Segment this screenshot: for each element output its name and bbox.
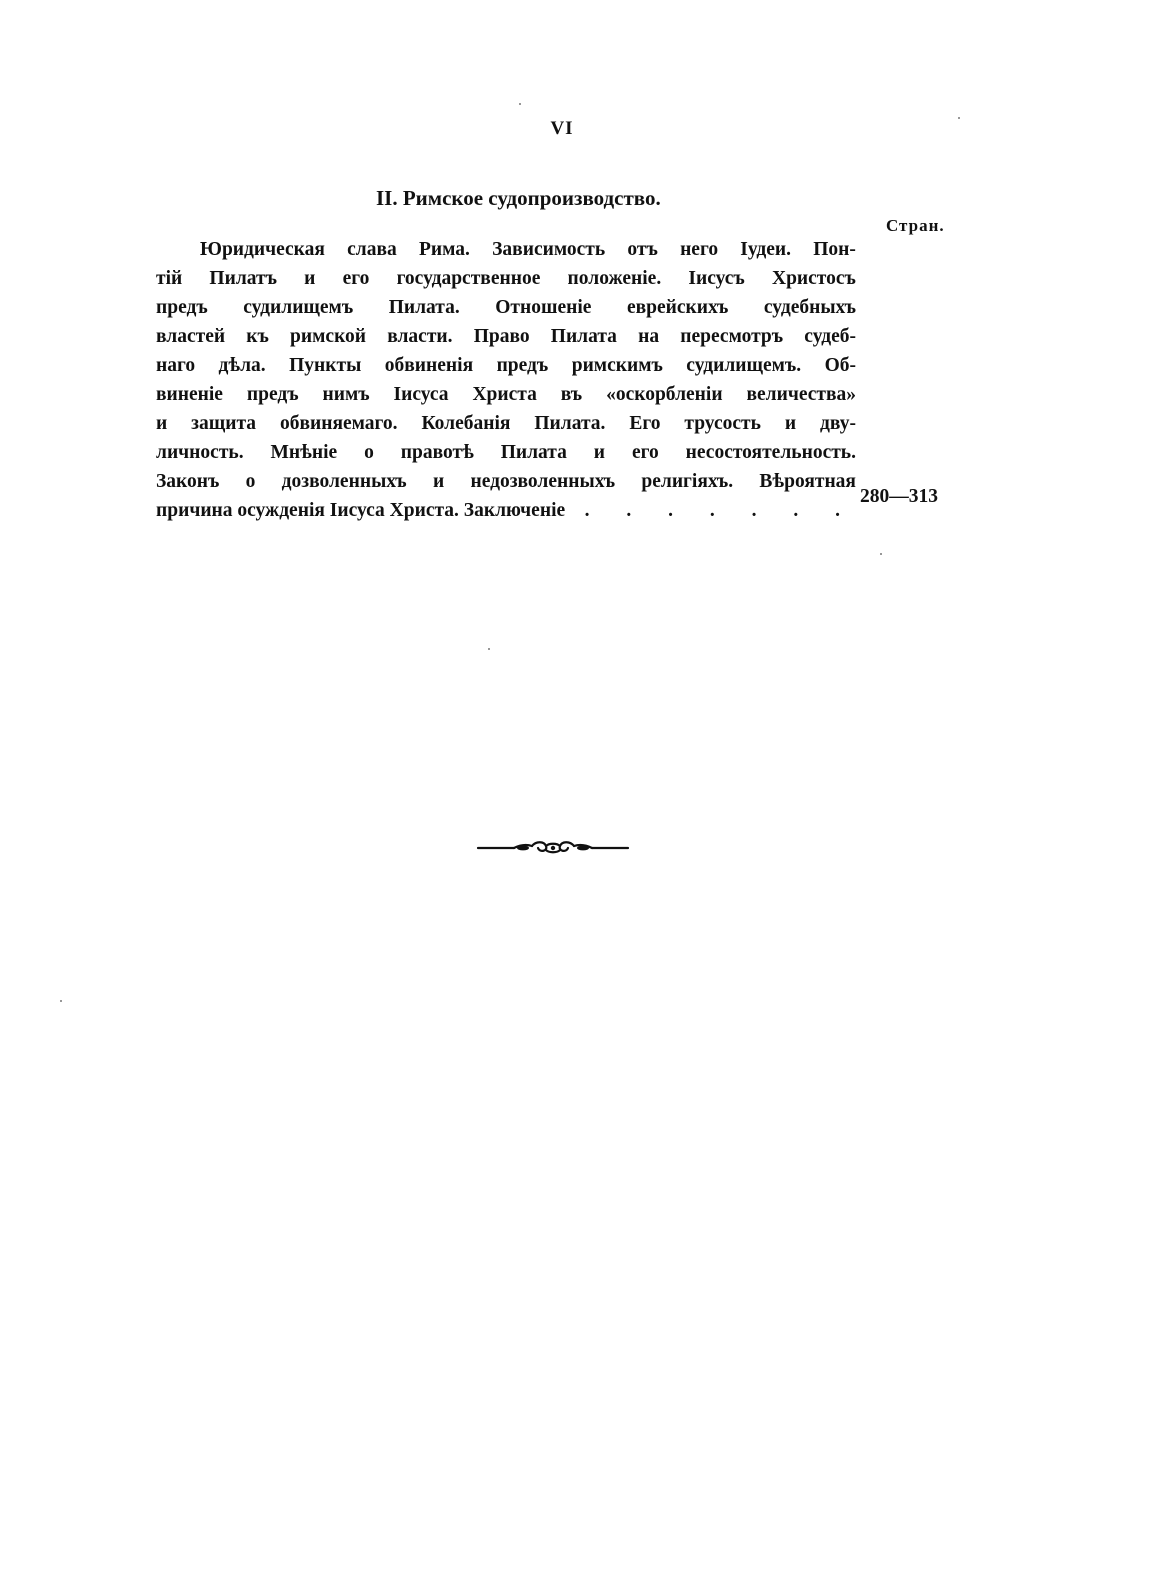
word: о: [245, 471, 256, 492]
toc-line: [156, 467, 856, 496]
toc-line: [156, 235, 856, 264]
word: Пон-: [813, 239, 856, 260]
word: къ: [246, 326, 269, 347]
word: судилищемъ.: [686, 355, 802, 376]
toc-line: [156, 409, 856, 438]
word: предъ: [246, 384, 299, 405]
toc-line: [156, 351, 856, 380]
word: положеніе.: [567, 268, 662, 289]
word: его: [342, 268, 370, 289]
word: Законъ: [156, 471, 220, 492]
word: Отношеніе: [495, 297, 592, 318]
word: Юридическая: [200, 239, 325, 260]
scan-speck: [880, 553, 882, 555]
word: тій: [156, 268, 183, 289]
word: государственное: [396, 268, 541, 289]
word: Іисуса: [393, 384, 449, 405]
ornament-divider: [476, 836, 630, 860]
word: Іисусъ: [688, 268, 745, 289]
word: предъ: [156, 297, 208, 318]
word: нимъ: [322, 384, 370, 405]
word: Об-: [824, 355, 856, 376]
toc-last-text: причина осужденія Іисуса Христа. Заключеніе: [156, 500, 566, 521]
word: Пилата: [550, 326, 617, 347]
toc-line: [156, 264, 856, 293]
word: еврейскихъ: [626, 297, 729, 318]
word: въ: [560, 384, 583, 405]
word: него: [680, 239, 719, 260]
word: Колебанія: [421, 413, 511, 434]
page-range: 280—313: [860, 486, 938, 507]
word: дѣла.: [218, 355, 266, 376]
word: трусость: [684, 413, 761, 434]
dot-leader: . . . . . . .: [584, 500, 856, 521]
word: Іудеи.: [740, 239, 792, 260]
word: судилищемъ: [243, 297, 354, 318]
word: пересмотръ: [680, 326, 784, 347]
word: и: [432, 471, 445, 492]
toc-last-line: [156, 496, 856, 525]
toc-line: [156, 322, 856, 351]
word: «оскорбленіи: [606, 384, 723, 405]
word: властей: [156, 326, 226, 347]
word: величества»: [746, 384, 856, 405]
word: Рима.: [419, 239, 470, 260]
toc-line: [156, 438, 856, 467]
word: Пилата: [500, 442, 567, 463]
scan-speck: [519, 103, 521, 105]
word: и: [593, 442, 606, 463]
word: дву-: [820, 413, 856, 434]
word: и: [304, 268, 316, 289]
word: Мнѣніе: [270, 442, 338, 463]
word: отъ: [627, 239, 658, 260]
word: судебныхъ: [763, 297, 856, 318]
page-number: VI: [550, 118, 574, 139]
word: предъ: [496, 355, 549, 376]
word: недозволенныхъ: [470, 471, 616, 492]
word: Пилатъ: [209, 268, 277, 289]
word: религіяхъ.: [641, 471, 734, 492]
word: слава: [347, 239, 397, 260]
word: на: [638, 326, 660, 347]
word: Пилата.: [534, 413, 606, 434]
word: личность.: [156, 442, 244, 463]
word: и: [156, 413, 168, 434]
word: наго: [156, 355, 196, 376]
word: защита: [191, 413, 257, 434]
toc-line: [156, 380, 856, 409]
word: Пункты: [289, 355, 362, 376]
section-title: II. Римское судопроизводство.: [376, 186, 661, 210]
word: Христа: [472, 384, 537, 405]
word: Пилата.: [388, 297, 460, 318]
word: Право: [473, 326, 530, 347]
word: о: [364, 442, 374, 463]
word: римскимъ: [571, 355, 663, 376]
word: Христосъ: [771, 268, 856, 289]
word: Зависимость: [492, 239, 606, 260]
word: римской: [290, 326, 367, 347]
word: и: [784, 413, 797, 434]
word: дозволенныхъ: [281, 471, 407, 492]
word: судеб-: [804, 326, 856, 347]
word: виненіе: [156, 384, 223, 405]
word: обвиненія: [384, 355, 474, 376]
word: обвиняемаго.: [279, 413, 398, 434]
toc-line: [156, 293, 856, 322]
pages-column-label: Стран.: [886, 216, 945, 235]
word: правотѣ: [400, 442, 474, 463]
word: Его: [629, 413, 661, 434]
scan-speck: [488, 648, 490, 650]
word: его: [631, 442, 659, 463]
toc-entry: [156, 235, 856, 525]
word: Вѣроятная: [759, 471, 856, 492]
word: несостоятельность.: [685, 442, 856, 463]
word: власти.: [387, 326, 453, 347]
scan-speck: [60, 1000, 62, 1002]
scan-speck: [958, 117, 960, 119]
